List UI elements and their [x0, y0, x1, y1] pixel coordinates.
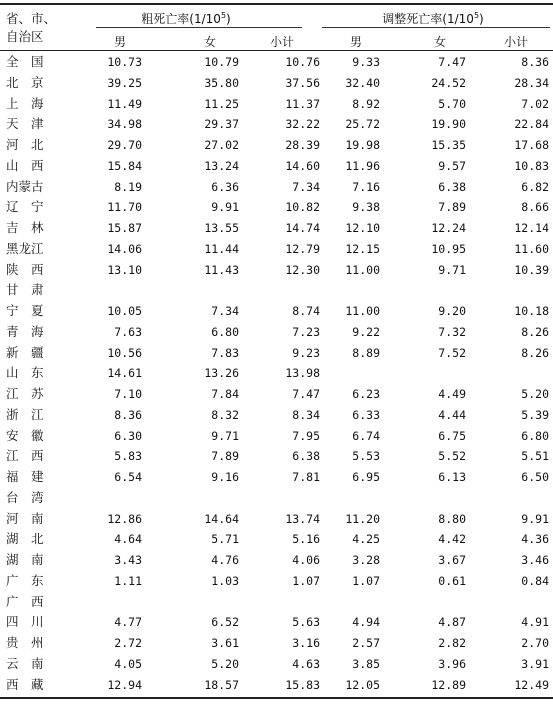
header-bottom-rule: [0, 50, 553, 51]
adjusted-total-cell: 9.91: [521, 511, 549, 526]
crude-female-cell: 11.25: [204, 96, 239, 111]
region-cell: 云 南: [6, 655, 44, 671]
crude-female-cell: 7.84: [211, 387, 239, 401]
adjusted-mortality-header: [318, 10, 548, 27]
region-cell: 吉 林: [6, 220, 44, 235]
crude-male-cell: 10.05: [107, 304, 142, 318]
adjusted-male-cell: 8.89: [352, 345, 380, 360]
crude-female-cell: 11.43: [204, 262, 239, 277]
crude-female-cell: 35.80: [204, 75, 239, 90]
adjusted-unit-sup: 5: [473, 11, 480, 20]
crude-male-cell: 4.05: [114, 656, 142, 671]
crude-female-cell: 9.16: [211, 470, 239, 484]
region-cell: 安 徽: [6, 427, 44, 443]
crude-female-cell: 6.80: [211, 324, 239, 339]
adjusted-female-cell: 12.89: [431, 677, 466, 692]
crude-total-cell: 15.83: [285, 677, 320, 692]
crude-female-cell: 11.44: [204, 241, 239, 256]
region-cell: 北 京: [6, 74, 44, 90]
adjusted-female-cell: 9.71: [438, 262, 466, 277]
crude-total-cell: 8.34: [292, 407, 320, 422]
adjusted-female-cell: 6.75: [438, 428, 466, 443]
adjusted-total-cell: 3.91: [521, 656, 549, 671]
adjusted-female-cell: 15.35: [431, 138, 466, 152]
adjusted-total-cell: 10.83: [514, 158, 549, 173]
crude-male-cell: 12.86: [107, 511, 142, 526]
crude-male-cell: 13.10: [107, 262, 142, 277]
crude-total-cell: 28.39: [285, 138, 320, 152]
crude-male-cell: 8.19: [114, 179, 142, 194]
adjusted-male-cell: 3.85: [352, 656, 380, 671]
adjusted-male-cell: 9.38: [352, 200, 380, 215]
crude-unit-base: (1/10: [189, 12, 221, 26]
crude-female-header: 女: [203, 35, 216, 49]
adjusted-female-cell: 12.24: [431, 221, 466, 235]
region-cell: 甘 肃: [6, 282, 44, 298]
adjusted-female-cell: 19.90: [431, 117, 466, 132]
crude-female-cell: 4.76: [211, 553, 239, 567]
region-cell: 广 东: [6, 572, 44, 588]
adjusted-total-cell: 6.50: [521, 470, 549, 484]
crude-female-cell: 5.20: [211, 656, 239, 671]
region-cell: 湖 南: [6, 552, 44, 567]
adjusted-male-cell: 6.23: [352, 387, 380, 401]
adjusted-female-cell: 7.47: [438, 55, 466, 69]
crude-total-cell: 10.76: [285, 55, 320, 69]
adjusted-total-cell: 10.39: [514, 262, 549, 277]
adjusted-female-cell: 8.80: [438, 511, 466, 526]
crude-female-cell: 10.79: [204, 55, 239, 69]
adjusted-male-cell: 1.07: [352, 573, 380, 588]
region-cell: 天 津: [6, 116, 44, 132]
crude-male-header: 男: [113, 35, 126, 49]
adjusted-female-cell: 2.82: [438, 636, 466, 650]
adjusted-total-cell: 5.39: [521, 407, 549, 422]
region-cell: 江 西: [6, 448, 44, 464]
crude-total-cell: 14.60: [285, 158, 320, 173]
adjusted-male-cell: 9.22: [352, 324, 380, 339]
crude-female-cell: 29.37: [204, 117, 239, 132]
crude-total-cell: 5.63: [292, 615, 320, 630]
adjusted-female-cell: 5.52: [438, 449, 466, 464]
region-cell: 辽 宁: [6, 199, 44, 215]
adjusted-total-cell: 28.34: [514, 75, 549, 90]
region-cell: 广 西: [6, 593, 44, 609]
region-cell: 宁 夏: [6, 303, 44, 318]
adjusted-male-cell: 9.33: [352, 55, 380, 69]
region-cell: 贵 州: [6, 635, 44, 650]
crude-total-cell: 8.74: [292, 304, 320, 318]
crude-male-cell: 6.30: [114, 428, 142, 443]
region-cell: 山 西: [6, 157, 44, 173]
crude-female-cell: 27.02: [204, 138, 239, 152]
adjusted-total-header: 小计: [503, 35, 528, 49]
table-top-rule: [0, 3, 553, 5]
crude-female-cell: 14.64: [204, 511, 239, 526]
crude-male-cell: 14.06: [107, 241, 142, 256]
crude-male-cell: 12.94: [107, 677, 142, 692]
crude-total-cell: 13.74: [285, 511, 320, 526]
region-cell: 黑龙江: [6, 240, 44, 256]
adjusted-total-cell: 8.26: [521, 345, 549, 360]
crude-total-cell: 1.07: [292, 573, 320, 588]
crude-female-cell: 7.83: [211, 345, 239, 360]
adjusted-male-cell: 32.40: [345, 75, 380, 90]
region-cell: 河 北: [6, 137, 44, 152]
crude-female-cell: 13.26: [204, 366, 239, 381]
adjusted-female-cell: 4.87: [438, 615, 466, 630]
adjusted-male-cell: 6.33: [352, 407, 380, 422]
adjusted-total-cell: 6.80: [521, 428, 549, 443]
crude-total-cell: 4.63: [292, 656, 320, 671]
adjusted-male-cell: 11.20: [345, 511, 380, 526]
adjusted-total-cell: 4.91: [521, 615, 549, 630]
region-cell: 浙 江: [6, 406, 44, 422]
crude-female-cell: 1.03: [211, 573, 239, 588]
region-cell: 河 南: [6, 510, 44, 526]
region-cell: 陕 西: [6, 261, 44, 277]
crude-total-cell: 5.16: [292, 532, 320, 547]
crude-female-cell: 8.32: [211, 407, 239, 422]
adjusted-total-cell: 10.18: [514, 304, 549, 318]
adjusted-female-cell: 4.49: [438, 387, 466, 401]
crude-unit-sup: 5: [220, 11, 227, 20]
crude-female-cell: 3.61: [211, 636, 239, 650]
adjusted-male-cell: 2.57: [352, 636, 380, 650]
crude-male-cell: 5.83: [114, 449, 142, 464]
adjusted-male-cell: 11.96: [345, 158, 380, 173]
adjusted-male-cell: 5.53: [352, 449, 380, 464]
region-cell: 江 苏: [6, 386, 44, 401]
region-cell: 山 东: [6, 365, 44, 381]
crude-total-cell: 14.74: [285, 221, 320, 235]
adjusted-male-cell: 12.15: [345, 241, 380, 256]
adjusted-female-cell: 24.52: [431, 75, 466, 90]
crude-male-cell: 29.70: [107, 138, 142, 152]
adjusted-male-cell: 12.05: [345, 677, 380, 692]
adjusted-group-rule: [322, 27, 550, 28]
crude-female-cell: 7.89: [211, 449, 239, 464]
adjusted-total-cell: 8.66: [521, 200, 549, 215]
crude-female-cell: 9.71: [211, 428, 239, 443]
region-cell: 上 海: [6, 95, 44, 111]
crude-male-cell: 10.73: [107, 55, 142, 69]
adjusted-total-cell: 17.68: [514, 138, 549, 152]
adjusted-total-cell: 12.14: [514, 221, 549, 235]
adjusted-unit-base: (1/10: [442, 12, 474, 26]
adjusted-female-cell: 9.20: [438, 304, 466, 318]
adjusted-female-cell: 10.95: [431, 241, 466, 256]
adjusted-female-cell: 6.13: [438, 470, 466, 484]
adjusted-unit-end: ): [479, 12, 484, 26]
crude-total-cell: 10.82: [285, 200, 320, 215]
crude-total-cell: 6.38: [292, 449, 320, 464]
crude-male-cell: 10.56: [107, 345, 142, 360]
crude-total-cell: 12.79: [285, 241, 320, 256]
crude-mortality-header: [70, 10, 302, 27]
adjusted-female-cell: 4.44: [438, 407, 466, 422]
adjusted-total-cell: 5.20: [521, 387, 549, 401]
crude-male-cell: 15.87: [107, 221, 142, 235]
crude-male-cell: 8.36: [114, 407, 142, 422]
crude-male-cell: 11.70: [107, 200, 142, 215]
adjusted-male-cell: 7.16: [352, 179, 380, 194]
crude-total-cell: 12.30: [285, 262, 320, 277]
crude-female-cell: 13.55: [204, 221, 239, 235]
region-cell: 台 湾: [6, 489, 44, 505]
adjusted-total-cell: 4.36: [521, 532, 549, 547]
adjusted-total-cell: 8.36: [521, 55, 549, 69]
crude-male-cell: 34.98: [107, 117, 142, 132]
crude-total-cell: 13.98: [285, 366, 320, 381]
crude-total-cell: 7.23: [292, 324, 320, 339]
region-cell: 四 川: [6, 614, 44, 630]
crude-male-cell: 7.10: [114, 387, 142, 401]
crude-total-cell: 4.06: [292, 553, 320, 567]
adjusted-male-header: 男: [349, 35, 362, 49]
region-cell: 青 海: [6, 323, 44, 339]
adjusted-total-cell: 11.60: [514, 241, 549, 256]
adjusted-total-cell: 12.49: [514, 677, 549, 692]
crude-total-cell: 32.22: [285, 117, 320, 132]
adjusted-female-cell: 7.32: [438, 324, 466, 339]
crude-female-cell: 9.91: [211, 200, 239, 215]
adjusted-mortality-title: 调整死亡率: [382, 12, 443, 26]
adjusted-male-cell: 11.00: [345, 262, 380, 277]
crude-male-cell: 1.11: [114, 573, 142, 588]
adjusted-male-cell: 3.28: [352, 553, 380, 567]
region-header-line2: 自治区: [6, 29, 44, 44]
adjusted-male-cell: 12.10: [345, 221, 380, 235]
crude-female-cell: 18.57: [204, 677, 239, 692]
adjusted-total-cell: 8.26: [521, 324, 549, 339]
adjusted-male-cell: 8.92: [352, 96, 380, 111]
crude-total-cell: 7.34: [292, 179, 320, 194]
adjusted-female-cell: 0.61: [438, 573, 466, 588]
adjusted-total-cell: 3.46: [521, 553, 549, 567]
crude-male-cell: 2.72: [114, 636, 142, 650]
crude-male-cell: 4.77: [114, 615, 142, 630]
crude-total-cell: 7.47: [292, 387, 320, 401]
crude-male-cell: 39.25: [107, 75, 142, 90]
crude-total-cell: 3.16: [292, 636, 320, 650]
crude-total-cell: 7.81: [292, 470, 320, 484]
adjusted-female-cell: 4.42: [438, 532, 466, 547]
region-cell: 新 疆: [6, 344, 44, 360]
adjusted-female-cell: 9.57: [438, 158, 466, 173]
region-header-line1: 省、市、: [6, 11, 57, 26]
table-bottom-rule: [0, 697, 553, 699]
adjusted-female-cell: 6.38: [438, 179, 466, 194]
crude-total-cell: 37.56: [285, 75, 320, 90]
crude-female-cell: 6.52: [211, 615, 239, 630]
adjusted-male-cell: 11.00: [345, 304, 380, 318]
crude-female-cell: 7.34: [211, 304, 239, 318]
crude-mortality-title: 粗死亡率: [141, 12, 190, 26]
crude-total-header: 小计: [269, 35, 294, 49]
crude-male-cell: 6.54: [114, 470, 142, 484]
adjusted-female-cell: 3.67: [438, 553, 466, 567]
adjusted-male-cell: 4.25: [352, 532, 380, 547]
crude-total-cell: 7.95: [292, 428, 320, 443]
adjusted-female-cell: 7.89: [438, 200, 466, 215]
crude-male-cell: 3.43: [114, 553, 142, 567]
adjusted-male-cell: 19.98: [345, 138, 380, 152]
region-cell: 内蒙古: [6, 178, 44, 194]
adjusted-female-header: 女: [433, 35, 446, 49]
adjusted-male-cell: 25.72: [345, 117, 380, 132]
crude-female-cell: 5.71: [211, 532, 239, 547]
region-cell: 全 国: [6, 54, 44, 69]
crude-male-cell: 14.61: [107, 366, 142, 381]
adjusted-female-cell: 3.96: [438, 656, 466, 671]
crude-male-cell: 4.64: [114, 532, 142, 547]
adjusted-total-cell: 5.51: [521, 449, 549, 464]
crude-female-cell: 13.24: [204, 158, 239, 173]
crude-group-rule: [96, 27, 302, 28]
crude-male-cell: 7.63: [114, 324, 142, 339]
adjusted-total-cell: 0.84: [521, 573, 549, 588]
adjusted-total-cell: 2.70: [521, 636, 549, 650]
adjusted-male-cell: 4.94: [352, 615, 380, 630]
adjusted-female-cell: 7.52: [438, 345, 466, 360]
crude-unit-end: ): [226, 12, 231, 26]
crude-total-cell: 11.37: [285, 96, 320, 111]
crude-male-cell: 15.84: [107, 158, 142, 173]
crude-male-cell: 11.49: [107, 96, 142, 111]
adjusted-total-cell: 22.84: [514, 117, 549, 132]
adjusted-total-cell: 6.82: [521, 179, 549, 194]
adjusted-female-cell: 5.70: [438, 96, 466, 111]
adjusted-male-cell: 6.95: [352, 470, 380, 484]
adjusted-total-cell: 7.02: [521, 96, 549, 111]
crude-total-cell: 9.23: [292, 345, 320, 360]
region-cell: 湖 北: [6, 531, 44, 547]
crude-female-cell: 6.36: [211, 179, 239, 194]
region-cell: 福 建: [6, 469, 44, 484]
region-cell: 西 藏: [6, 676, 44, 692]
adjusted-male-cell: 6.74: [352, 428, 380, 443]
